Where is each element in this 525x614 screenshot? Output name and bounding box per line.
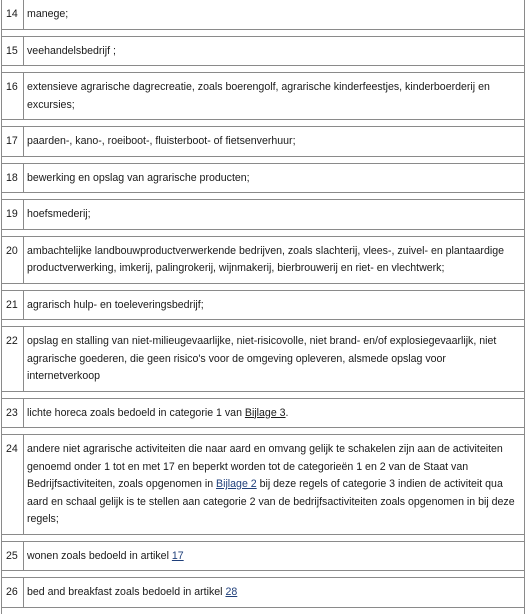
row-text: opslag en stalling van niet-milieugevaarlijke, niet-risicovolle, niet brand- en/of explosiegevaarlijk, niet agrarische goederen, die geen risico's voor de omgeving opleveren, alsmede opslag voor internetverkoop — [27, 335, 497, 382]
table-row — [2, 199, 524, 230]
row-number: 26 — [2, 578, 24, 607]
artikel-17-link[interactable]: 17 — [171, 549, 184, 562]
row-number: 25 — [2, 542, 24, 571]
row-text: veehandelsbedrijf ; — [27, 44, 116, 57]
table-row — [2, 163, 524, 194]
row-number: 21 — [2, 291, 24, 320]
row-text-after: bij deze regels of categorie 3 indien de activiteit qua aard en schaal gelijk is te stellen aan categorie 2 van de bedrijfsactiviteiten zoals opgenomen in bij deze regels; — [27, 478, 515, 525]
row-text: paarden-, kano-, roeiboot-, fluisterboot- of fietsenverhuur; — [27, 135, 296, 147]
table-row — [2, 577, 524, 608]
row-number: 23 — [2, 399, 24, 428]
row-text: extensieve agrarische dagrecreatie, zoals boerengolf, agrarische kinderfeestjes, kinderboerderij en excursies; — [27, 81, 490, 111]
row-number: 15 — [2, 37, 24, 66]
table-row — [2, 326, 524, 392]
table-row — [2, 236, 524, 284]
row-number: 18 — [2, 164, 24, 193]
row-text — [24, 435, 524, 534]
table-row — [2, 126, 524, 157]
row-text — [24, 399, 524, 428]
row-number: 16 — [2, 73, 24, 119]
row-text — [24, 542, 524, 571]
row-number: 17 — [2, 127, 24, 156]
regulation-table — [1, 0, 525, 614]
table-row — [2, 72, 524, 120]
bijlage-3-link[interactable]: Bijlage 3 — [244, 406, 286, 419]
table-row — [2, 0, 524, 30]
row-number: 14 — [2, 0, 24, 29]
artikel-28-link[interactable]: 28 — [225, 586, 238, 598]
row-text: manege; — [27, 8, 69, 20]
row-number: 22 — [2, 327, 24, 391]
row-text-before: bed and breakfast zoals bedoeld in artikel — [27, 586, 226, 598]
table-row — [2, 541, 524, 572]
row-text: agrarisch hulp- en toeleveringsbedrijf; — [27, 298, 204, 311]
row-text: hoefsmederij; — [27, 208, 91, 220]
row-text: ambachtelijke landbouwproductverwerkende bedrijven, zoals slachterij, vlees-, zuivel- en plantaardige productverwerking, imkerij, palingrokerij, wijnmakerij, bierbrouwerij en riet- en vlechtwerk; — [27, 244, 504, 274]
row-number: 24 — [2, 435, 24, 534]
row-text-before: wonen zoals bedoeld in artikel — [27, 549, 172, 562]
row-text: bewerking en opslag van agrarische producten; — [27, 171, 250, 184]
row-text-before: andere niet agrarische activiteiten die naar aard en omvang gelijk te schakelen zijn aan de activiteiten genoemd onder 1 tot en met 17 en beperkt worden tot de categorieën 1 en 2 van de Staat van Bedrijfsactiviteiten, zoals opgenomen in — [27, 443, 503, 490]
row-number: 20 — [2, 237, 24, 283]
row-text-before: lichte horeca zoals bedoeld in categorie 1 van — [27, 406, 245, 419]
row-number: 19 — [2, 200, 24, 229]
table-row — [2, 36, 524, 67]
table-row — [2, 398, 524, 429]
bijlage-2-link[interactable]: Bijlage 2 — [216, 478, 257, 490]
row-text — [24, 578, 524, 607]
table-row — [2, 290, 524, 321]
table-row — [2, 434, 524, 535]
row-text-after: . — [285, 406, 289, 419]
